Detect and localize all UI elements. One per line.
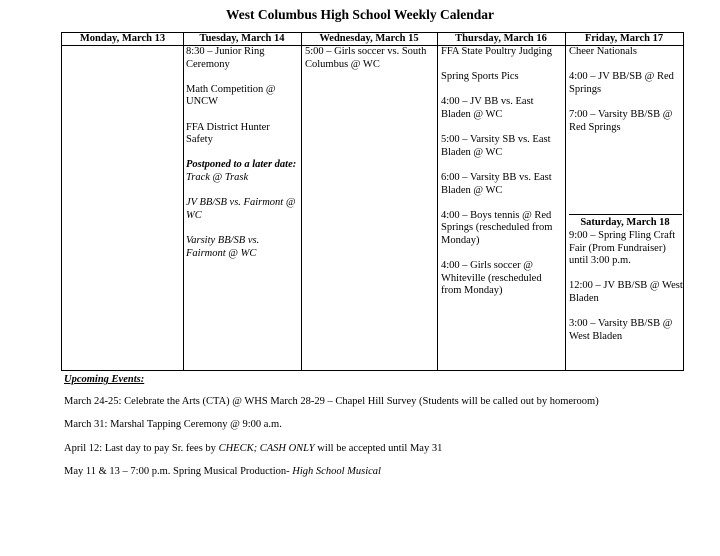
- event-junior-ring: 8:30 – Junior Ring Ceremony: [186, 46, 265, 70]
- header-monday: Monday, March 13: [62, 33, 183, 46]
- upcoming-event-line: [64, 443, 442, 454]
- wednesday-cell: [305, 46, 435, 84]
- postponed-heading: Postponed to a later date:: [186, 159, 297, 171]
- saturday-cell: [569, 230, 683, 356]
- header-friday: Friday, March 17: [565, 33, 683, 46]
- upcoming-text: May 11 & 13 – 7:00 p.m. Spring Musical Production-: [64, 466, 293, 477]
- friday-cell: [569, 46, 683, 147]
- upcoming-events-heading: Upcoming Events:: [64, 374, 145, 385]
- event-math-competition: Math Competition @ UNCW: [186, 83, 276, 108]
- event-poultry-judging: FFA State Poultry Judging: [441, 46, 552, 57]
- event-jv-bbsb-saturday: 12:00 – JV BB/SB @ West Bladen: [569, 280, 683, 304]
- event-sports-pics: Spring Sports Pics: [441, 71, 519, 83]
- upcoming-text-italic: High School Musical: [292, 466, 381, 477]
- upcoming-text: will be accepted until May 31: [314, 443, 443, 454]
- event-varsity-bbsb-friday: 7:00 – Varsity BB/SB @ Red Springs: [569, 108, 673, 133]
- event-boys-tennis: 4:00 – Boys tennis @ Red Springs (rescheduled from Monday): [441, 209, 553, 246]
- upcoming-text: April 12: Last day to pay Sr. fees by: [64, 443, 219, 454]
- upcoming-event-line: March 31: Marshal Tapping Ceremony @ 9:00 a.m.: [64, 419, 282, 430]
- weekly-calendar-table: [61, 32, 684, 371]
- postponed-track: Track @ Trask: [186, 171, 249, 183]
- event-cheer-nationals: Cheer Nationals: [569, 46, 637, 57]
- event-varsity-sb: 5:00 – Varsity SB vs. East Bladen @ WC: [441, 134, 551, 158]
- header-saturday: Saturday, March 18: [580, 217, 670, 228]
- header-thursday: Thursday, March 16: [437, 33, 565, 46]
- event-girls-soccer-thursday: 4:00 – Girls soccer @ Whiteville (rescheduled from Monday): [441, 260, 542, 297]
- header-wednesday: Wednesday, March 15: [301, 33, 437, 46]
- column-divider: [565, 33, 566, 370]
- event-ffa-hunter-safety: FFA District Hunter Safety: [186, 121, 270, 146]
- upcoming-text-italic: CHECK; CASH ONLY: [218, 443, 315, 454]
- header-tuesday: Tuesday, March 14: [183, 33, 301, 46]
- postponed-jv-bbsb: JV BB/SB vs. Fairmont @ WC: [186, 197, 296, 221]
- event-varsity-bbsb-saturday: 3:00 – Varsity BB/SB @ West Bladen: [569, 318, 673, 342]
- calendar-title: West Columbus High School Weekly Calendar: [226, 7, 494, 22]
- column-divider: [183, 33, 184, 370]
- saturday-divider: [569, 214, 682, 215]
- event-varsity-bb: 6:00 – Varsity BB vs. East Bladen @ WC: [441, 171, 552, 196]
- event-craft-fair: 9:00 – Spring Fling Craft Fair (Prom Fundraiser) until 3:00 p.m.: [569, 230, 676, 267]
- upcoming-event-line: [64, 466, 381, 477]
- column-divider: [437, 33, 438, 370]
- column-divider: [301, 33, 302, 370]
- thursday-cell: [441, 46, 563, 310]
- event-girls-soccer: 5:00 – Girls soccer vs. South Columbus @ WC: [305, 46, 427, 70]
- upcoming-event-line: March 24-25: Celebrate the Arts (CTA) @ WHS March 28-29 – Chapel Hill Survey (Students will be called out by homeroom): [64, 396, 599, 407]
- event-jv-bb: 4:00 – JV BB vs. East Bladen @ WC: [441, 96, 534, 120]
- tuesday-cell: [186, 46, 298, 273]
- event-jv-bbsb-friday: 4:00 – JV BB/SB @ Red Springs: [569, 71, 674, 95]
- postponed-varsity-bbsb: Varsity BB/SB vs. Fairmont @ WC: [186, 234, 260, 259]
